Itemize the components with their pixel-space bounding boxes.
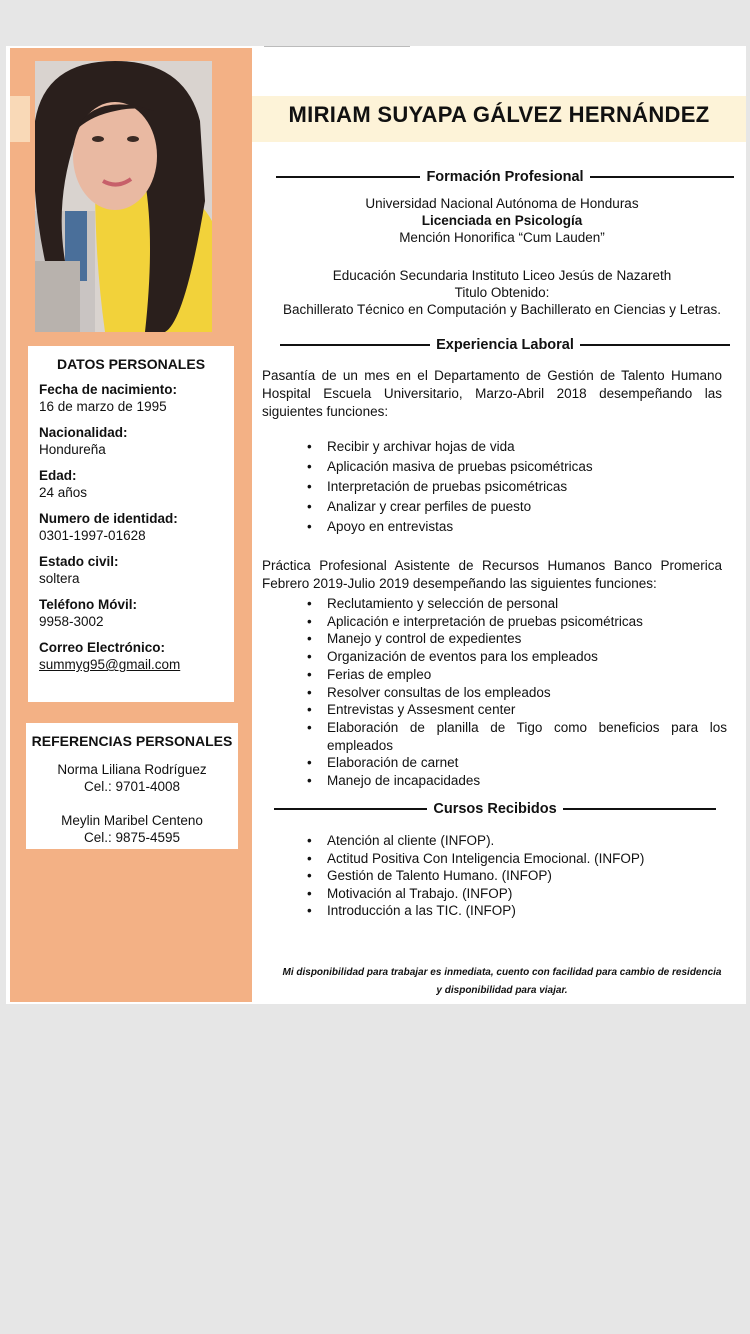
degree-honor: Mención Honorifica “Cum Lauden”	[399, 230, 605, 245]
candidate-name: MIRIAM SUYAPA GÁLVEZ HERNÁNDEZ	[288, 102, 710, 127]
reference-1-phone: Cel.: 9701-4008	[83, 779, 181, 794]
list-item: • Apoyo en entrevistas	[307, 517, 727, 537]
name-banner-left	[10, 96, 30, 142]
reference-1	[26, 761, 238, 795]
courses-list	[307, 832, 727, 920]
list-item: • Interpretación de pruebas psicométricas	[307, 477, 727, 497]
list-item: • Elaboración de carnet	[307, 754, 727, 772]
job-1-description: Pasantía de un mes en el Departamento de Gestión de Talento Humano Hospital Escuela Universitario, Marzo-Abril 2018 desempeñando las siguientes funciones:	[262, 368, 722, 419]
job-1-functions	[307, 437, 727, 537]
list-item: • Organización de eventos para los empleados	[307, 648, 727, 666]
courses-heading: Cursos Recibidos	[274, 801, 716, 817]
job-2-description: Práctica Profesional Asistente de Recursos Humanos Banco Promerica Febrero 2019-Julio 2019 desempeñando las siguientes funciones:	[262, 558, 722, 591]
list-item: • Ferias de empleo	[307, 666, 727, 684]
list-item: • Aplicación e interpretación de pruebas psicométricas	[307, 613, 727, 631]
job-2-functions	[307, 595, 727, 790]
id-number-label: Numero de identidad:	[39, 511, 178, 526]
school-name: Educación Secundaria Instituto Liceo Jesús de Nazareth	[332, 268, 672, 283]
references-box	[26, 723, 238, 849]
resume-page	[6, 46, 746, 1004]
personal-data-title: DATOS PERSONALES	[56, 356, 206, 372]
email-label: Correo Electrónico:	[39, 640, 166, 655]
availability-line-2: y disponibilidad para viajar.	[436, 985, 568, 996]
id-number-value: 0301-1997-01628	[39, 528, 146, 543]
education-university	[260, 195, 744, 246]
reference-2	[26, 812, 238, 846]
email-link[interactable]: summyg95@gmail.com	[39, 657, 181, 672]
nationality-label: Nacionalidad:	[39, 425, 128, 440]
list-item: • Manejo y control de expedientes	[307, 630, 727, 648]
age-label: Edad:	[39, 468, 77, 483]
list-item: • Reclutamiento y selección de personal	[307, 595, 727, 613]
profile-photo	[35, 61, 212, 332]
university-name: Universidad Nacional Autónoma de Honduras	[365, 196, 639, 211]
top-divider	[264, 46, 410, 47]
phone-label: Teléfono Móvil:	[39, 597, 137, 612]
school-diploma: Bachillerato Técnico en Computación y Bachillerato en Ciencias y Letras.	[283, 302, 721, 317]
reference-2-name: Meylin Maribel Centeno	[61, 813, 203, 828]
list-item: • Motivación al Trabajo. (INFOP)	[307, 885, 727, 903]
list-item: • Actitud Positiva Con Inteligencia Emocional. (INFOP)	[307, 850, 727, 868]
list-item: • Gestión de Talento Humano. (INFOP)	[307, 867, 727, 885]
phone-value: 9958-3002	[39, 614, 104, 629]
list-item: • Aplicación masiva de pruebas psicométricas	[307, 457, 727, 477]
civil-status-value: soltera	[39, 571, 80, 586]
education-heading: Formación Profesional	[276, 169, 734, 185]
civil-status-label: Estado civil:	[39, 554, 119, 569]
age-value: 24 años	[39, 485, 88, 500]
education-school	[260, 267, 744, 318]
list-item: • Manejo de incapacidades	[307, 772, 727, 790]
birthdate-value: 16 de marzo de 1995	[39, 399, 167, 414]
personal-data-list	[39, 381, 234, 673]
birthdate-label: Fecha de nacimiento:	[39, 382, 178, 397]
personal-data-box	[28, 346, 234, 702]
experience-heading: Experiencia Laboral	[280, 337, 730, 353]
nationality-value: Hondureña	[39, 442, 106, 457]
reference-1-name: Norma Liliana Rodríguez	[57, 762, 207, 777]
list-item: • Resolver consultas de los empleados	[307, 684, 727, 702]
list-item: • Atención al cliente (INFOP).	[307, 832, 727, 850]
availability-note	[260, 964, 744, 1000]
school-obtained-label: Titulo Obtenido:	[454, 285, 550, 300]
availability-line-1: Mi disponibilidad para trabajar es inmediata, cuento con facilidad para cambio de residencia	[282, 967, 722, 978]
reference-2-phone: Cel.: 9875-4595	[83, 830, 181, 845]
degree-name: Licenciada en Psicología	[421, 213, 583, 228]
list-item: • Introducción a las TIC. (INFOP)	[307, 902, 727, 920]
references-title: REFERENCIAS PERSONALES	[31, 733, 233, 749]
list-item: • Entrevistas y Assesment center	[307, 701, 727, 719]
list-item: • Analizar y crear perfiles de puesto	[307, 497, 727, 517]
list-item: • Recibir y archivar hojas de vida	[307, 437, 727, 457]
list-item: • Elaboración de planilla de Tigo como beneficios para los empleados	[307, 719, 727, 754]
